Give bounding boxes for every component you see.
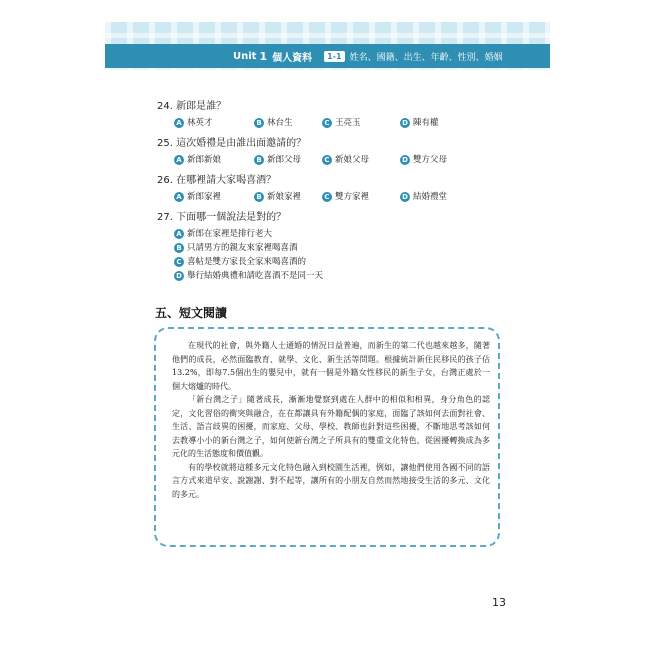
option-letter-icon: D <box>400 155 410 165</box>
question-stem <box>157 137 557 151</box>
lesson-code-badge: 1-1 <box>324 51 344 62</box>
option-c[interactable] <box>174 256 557 268</box>
question-27 <box>157 211 557 282</box>
option-c[interactable] <box>322 117 400 129</box>
option-letter-icon: B <box>254 192 264 202</box>
option-letter-icon: C <box>322 118 332 128</box>
option-text: 新郎新娘 <box>187 155 222 165</box>
question-25 <box>157 137 557 166</box>
options-row <box>157 191 557 203</box>
options-row <box>157 154 557 166</box>
option-b[interactable] <box>254 117 322 129</box>
option-a[interactable] <box>174 154 254 166</box>
option-b[interactable] <box>254 154 322 166</box>
reading-paragraph-3: 有的學校就將這種多元文化特色融入到校園生活裡，例如，讓他們使用各國不同的語言方式來道早安、說謝謝、對不起等，讓所有的小朋友自然而然地接受生活的多元、文化的多元。 <box>172 462 490 499</box>
option-text: 喜帖是雙方家長全家來喝喜酒的 <box>187 257 307 267</box>
option-a[interactable] <box>174 191 254 203</box>
question-26 <box>157 174 557 203</box>
question-text: 下面哪一個說法是對的？ <box>176 212 287 223</box>
option-letter-icon: A <box>174 192 184 202</box>
unit-label: Unit <box>233 50 257 62</box>
option-text: 林台生 <box>267 118 293 128</box>
option-letter-icon: D <box>400 192 410 202</box>
option-text: 新郎在家裡是排行老大 <box>187 229 273 239</box>
question-number: 25. <box>157 138 173 149</box>
question-24 <box>157 100 557 129</box>
options-column <box>174 228 557 282</box>
option-letter-icon: B <box>254 118 264 128</box>
question-stem <box>157 174 557 188</box>
option-c[interactable] <box>322 154 400 166</box>
option-letter-icon: A <box>174 118 184 128</box>
section-title: 五、短文閱讀 <box>155 306 228 320</box>
option-letter-icon: C <box>174 257 184 267</box>
question-text: 這次婚禮是由誰出面邀請的？ <box>176 138 307 149</box>
question-list <box>157 100 557 290</box>
option-letter-icon: B <box>254 155 264 165</box>
option-text: 只請男方的親友來家裡喝喜酒 <box>187 243 298 253</box>
option-d[interactable] <box>174 270 557 282</box>
unit-number: 1 <box>259 49 268 63</box>
unit-title: 個人資料 <box>272 52 313 64</box>
question-number: 24. <box>157 101 173 112</box>
reading-paragraph-2: 「新台灣之子」隨著成長，漸漸地覺察到處在人群中的相似和相異，身分角色的認定，文化習俗的衝突與融合，在在都讓具有外籍配偶的家庭，面臨了該如何去面對社會、生活、語言歧異的困擾，而家庭、父母、學校、教師也針對這些困擾，不斷地思考該如何去教導小小的新台灣之子，如何使新台灣之子所具有的雙重文化特色，從困擾轉換成為多元化的生活態度和價值觀。 <box>172 395 490 458</box>
option-text: 舉行結婚典禮和請吃喜酒不是同一天 <box>187 271 324 281</box>
option-text: 林英才 <box>187 118 213 128</box>
option-letter-icon: A <box>174 155 184 165</box>
options-row <box>157 117 557 129</box>
lesson-title: 姓名、國籍、出生、年齡、性別、婚姻 <box>349 52 503 63</box>
question-stem <box>157 211 557 225</box>
option-text: 新娘父母 <box>335 155 370 165</box>
option-a[interactable] <box>174 117 254 129</box>
reading-paragraph-1: 在現代的社會，與外籍人士通婚的情況日益普遍，而新生的第二代也越來越多，隨著他們的成長，必然面臨教育、就學、文化、新生活等問題。根據統計新住民移民的孩子佔13.2%，即每7.5個出生的嬰兒中，就有一個是外籍女性移民的新生子女，台灣正處於一個大熔爐的時代。 <box>172 341 490 391</box>
option-text: 雙方父母 <box>413 155 448 165</box>
option-letter-icon: C <box>322 155 332 165</box>
question-text: 在哪裡請大家喝喜酒？ <box>176 175 277 186</box>
question-stem <box>157 100 557 114</box>
option-text: 新娘家裡 <box>267 192 302 202</box>
option-text: 陳有權 <box>413 118 439 128</box>
option-d[interactable] <box>400 191 490 203</box>
option-text: 雙方家裡 <box>335 192 370 202</box>
question-number: 27. <box>157 212 173 223</box>
option-letter-icon: D <box>400 118 410 128</box>
question-text: 新郎是誰？ <box>176 101 227 112</box>
question-number: 26. <box>157 175 173 186</box>
option-b[interactable] <box>174 242 557 254</box>
option-a[interactable] <box>174 228 557 240</box>
option-text: 王亮玉 <box>335 118 361 128</box>
option-text: 新郎父母 <box>267 155 302 165</box>
option-b[interactable] <box>254 191 322 203</box>
page-number: 13 <box>492 596 506 609</box>
option-c[interactable] <box>322 191 400 203</box>
option-letter-icon: B <box>174 243 184 253</box>
reading-passage <box>172 339 490 501</box>
option-d[interactable] <box>400 154 490 166</box>
option-text: 結婚禮堂 <box>413 192 448 202</box>
option-letter-icon: D <box>174 271 184 281</box>
option-text: 新郎家裡 <box>187 192 222 202</box>
option-d[interactable] <box>400 117 490 129</box>
option-letter-icon: A <box>174 229 184 239</box>
option-letter-icon: C <box>322 192 332 202</box>
unit-header <box>105 44 550 68</box>
